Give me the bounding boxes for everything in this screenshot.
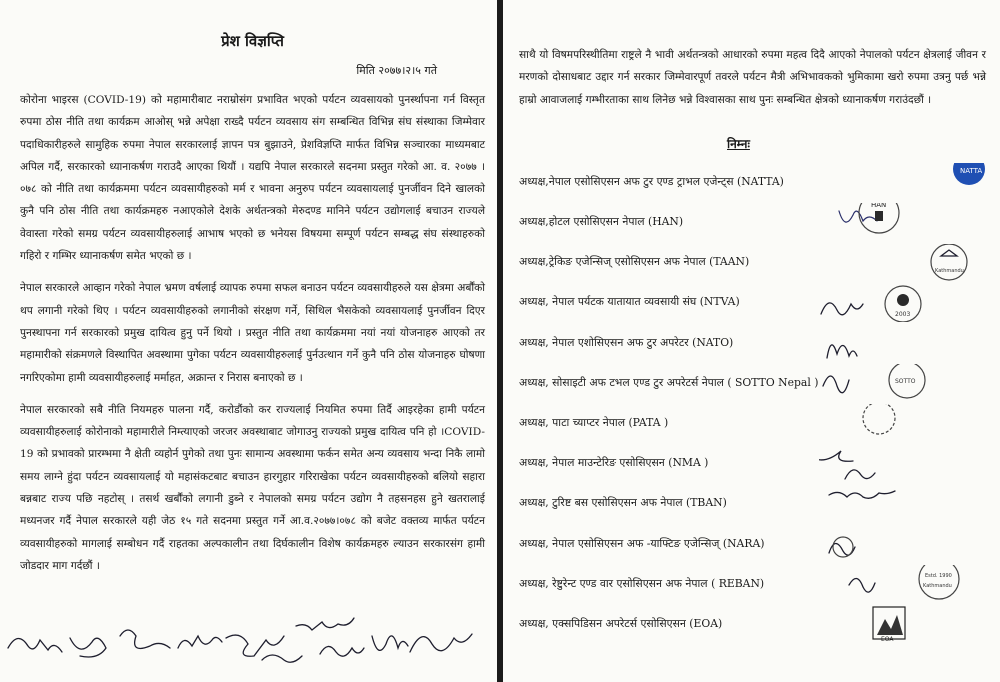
reban-seal-icon xyxy=(919,565,959,599)
signatory-title: अध्यक्ष,नेपाल एसोसिएसन अफ टुर एण्ड ट्राभल एजेन्ट्स (NATTA) xyxy=(519,174,784,188)
signatory-row xyxy=(519,242,986,282)
closing-paragraph: साथै यो विषमपरिस्थीतिमा राष्ट्रले नै भावी अर्थतन्त्रको आधारको रुपमा महत्व दिदै आएको नेपालको पर्यटन क्षेत्रलाई जीवन र मरणको दोसाधबाट उद्दार गर्न सरकार जिम्मेवारपूर्ण तवरले पर्यटन मैत्री अभिभावकको भुमिकामा खरो रुपमा उत्रनु पर्छ भन्ने हाम्रो आवाजलाई गम्भीरताका साथ लिनेछ भन्ने विश्वासका साथ पुनः सम्बन्धित क्षेत्रको ध्यानाकर्षण गराउंदछौं । xyxy=(519,49,986,106)
signatory-title: अध्यक्ष,होटल एसोसिएसन नेपाल (HAN) xyxy=(519,215,684,228)
reban-seal-text: Estd. 1990 xyxy=(925,573,952,580)
handwritten-signature xyxy=(823,376,849,393)
body-paragraph-1: कोरोना भाइरस (COVID-19) को महामारीबाट नराम्रोसंग प्रभावित भएको पर्यटन व्यवसायको पुनर्स्थापना गर्न विस्तृत रुपमा ठोस नीति तथा कार्यक्रम आओस् भन्ने अपेक्षा राख्दै पर्यटन व्यवसाय संग सम्बन्धित विभिन्न संघ संस्थाका जिम्मेवार पदाधिकारीहरुले सामुहिक रुपमा नेपाल सरकारलाई ज्ञापन पत्र बुझाउने, प्रेशविज्ञप्ति मार्फत विभिन्न सञ्चारका माध्यमबाट अपिल गर्दै, सरकारको ध्यानाकर्षण गराउदै आएका थियौं । यद्यपि नेपाल सरकारले सदनमा प्रस्तुत गरेको आ. व. २०७७ ।०७८ को नीति तथा कार्यक्रममा पर्यटन व्यवसायीहरुको मर्म र भावना अनुरुप पर्यटन व्यवसायलाई पुनर्जीवन दिने खालको कुनै पनि ठोस नीति तथा कार्यक्रमहरु नआएकोले देशके अर्थतन्त्रको मेरुदण्ड मानिने पर्यटन उद्योगलाई बचाउन राज्यले वेवास्ता गरेको समग्र पर्यटन व्यवसायीहरुलाई आभाष भएको छ भनेयस विषयमा सम्पूर्ण पर्यटन सम्बद्ध संघ संस्थाहरुको गहिरो र गम्भिर ध्यानाकर्षण समेत भएको छ । xyxy=(20,94,485,263)
ntva-seal xyxy=(819,284,989,322)
handwritten-signature xyxy=(178,636,222,648)
signature-strip xyxy=(0,608,497,678)
signatory-title: अध्यक्ष, पाटा च्याप्टर नेपाल (PATA ) xyxy=(519,415,669,429)
signatory-row xyxy=(519,603,986,643)
natta-logo-text: NATTA xyxy=(960,167,983,176)
nato-signature xyxy=(819,324,989,362)
handwritten-signature xyxy=(819,450,853,461)
handwritten-signature xyxy=(849,579,875,593)
signatory-row xyxy=(519,483,986,523)
handwritten-signature xyxy=(372,636,408,651)
signatory-title: अध्यक्ष,ट्रेकिङ एजेन्सिज् एसोसिएसन अफ नेपाल (TAAN) xyxy=(519,255,750,269)
reban-seal-city: Kathmandu xyxy=(923,583,952,590)
sotto-seal xyxy=(819,364,989,402)
taan-seal xyxy=(819,244,989,282)
handwritten-signature xyxy=(262,655,302,662)
handwritten-signature xyxy=(410,634,472,652)
signatory-title: अध्यक्ष, नेपाल पर्यटक यातायात व्यवसायी संघ (NTVA) xyxy=(519,295,740,309)
handwritten-signature xyxy=(839,211,877,222)
handwritten-signature xyxy=(821,303,863,315)
signatory-title: अध्यक्ष, नेपाल एशोसिएसन अफ टुर अपरेटर (NATO) xyxy=(519,335,734,349)
tban-signature xyxy=(819,485,989,523)
body-paragraph-3: नेपाल सरकारको सबै नीति नियमहरु पालना गर्दै, करोडौंको कर राज्यलाई नियमित रुपमा तिर्दै आइरहेका हामी पर्यटन व्यवसायीहरुलाई कोरोनाको महामारीले निम्त्याएको जरजर अवस्थाबाट जोगाउनु राज्यको प्रमुख दायित्व पनि हो ।COVID-19 को प्रभावको प्रारम्भमा नै क्षेती व्यहोर्न पुगेको तथा पुनः सामान्य अवस्थामा फर्कन समेत अन्य व्यवसाय भन्दा निकै लामो समय लाग्ने हुंदा पर्यटन व्यवसायलाई यो महासंकटबाट बचाउन हारगुहार गरिराखेका पर्यटन व्यवसायीहरुको बलियो सहारा बन्नबाट राज्य पछि नहटोस् । तसर्थ खर्बौंको लगानी डुब्ने र नेपालको समग्र पर्यटन उद्योग नै तहसनहस हुने खतरालाई मध्यनजर गर्दै नेपाल सरकारले यही जेठ १५ गते सदनमा प्रस्तुत गर्ने आ.व.२०७७।०७८ को बजेट वक्तव्य मार्फत पर्यटन व्यवसायीहरुको मागलाई सम्बोधन गर्दै राहतका अल्पकालीन तथा दिर्घकालीन विशेष कार्यक्रमहरु ल्याउन सरकारसंग हामी जोडदार माग गर्दछौं । xyxy=(20,403,485,572)
signatory-row xyxy=(519,402,986,442)
nara-seal-icon xyxy=(833,537,853,557)
han-seal xyxy=(819,203,989,241)
body-paragraph-2: नेपाल सरकारले आव्हान गरेको नेपाल भ्रमण वर्षलाई व्यापक रुपमा सफल बनाउन पर्यटन व्यवसायीहरुले यस क्षेत्रमा अर्बौंको थप लगानी गरेको थिए । पर्यटन व्यवसायीहरुको लगानीको संरक्षण गर्ने, सिथिल भैसकेको व्यवसायलाई पुनर्जीवन दिएर पुनस्थापना गर्न सरकारको प्रमुख दायित्व हुनु पर्ने थियो । प्रस्तुत नीति तथा कार्यक्रममा नयां नयां योजनाहरु आएको तर महामारीको संक्रमणले विस्थापित अवस्थामा पुगेका पर्यटन व्यवसायीहरुलाई पुर्नउत्थान गर्ने कुनै पनि ठोस योजनाहरु घोषणा नगरिएकोमा हामी व्यवसायीहरुलाई मर्माहत, अक्रान्त र निरास बनाएको छ । xyxy=(20,282,486,384)
handwritten-signature xyxy=(296,618,354,630)
pata-seal xyxy=(819,404,989,442)
handwritten-signature xyxy=(8,638,62,652)
taan-seal-text: Kathmandu xyxy=(935,267,964,274)
handwritten-signature xyxy=(120,630,170,648)
reban-seal xyxy=(819,565,989,603)
eoa-seal xyxy=(819,605,989,643)
signatory-title: अध्यक्ष, टुरिष्ट बस एसोसिएसन अफ नेपाल (TBAN) xyxy=(519,496,727,510)
sotto-seal-text: SOTTO xyxy=(895,378,916,386)
signatory-list xyxy=(519,161,986,643)
signatories-heading: निम्नः xyxy=(727,137,750,152)
signatory-title: अध्यक्ष, रेष्टुरेन्ट एण्ड वार एसोसिएसन अफ नेपाल ( REBAN) xyxy=(519,576,765,590)
document-date: मिति २०७७।२।५ गते xyxy=(356,64,437,77)
handwritten-signature xyxy=(320,646,364,656)
signatory-row xyxy=(519,362,986,402)
signatory-title: अध्यक्ष, नेपाल माउन्टेरिङ एसोसिएसन (NMA ) xyxy=(519,456,709,470)
signatory-row xyxy=(519,161,986,201)
document-title: प्रेश विज्ञप्ति xyxy=(221,32,284,50)
signatory-row xyxy=(519,523,986,563)
nma-signature xyxy=(819,445,989,483)
signatory-row xyxy=(519,563,986,603)
handwritten-signature xyxy=(829,491,895,498)
press-release-page-1 xyxy=(0,0,497,682)
press-release-page-2 xyxy=(503,0,1000,682)
ntva-seal-text: 2003 xyxy=(895,310,911,318)
signatory-title: अध्यक्ष, सोसाइटी अफ टभल एण्ड टुर अपरेटर्स नेपाल ( SOTTO Nepal ) xyxy=(519,375,819,389)
handwritten-signature xyxy=(845,469,875,478)
handwritten-signature xyxy=(827,345,857,358)
handwritten-signature xyxy=(226,635,284,656)
signatory-row xyxy=(519,282,986,322)
pata-seal-icon xyxy=(863,404,895,434)
eoa-logo-text: EOA xyxy=(881,636,894,644)
signatory-row xyxy=(519,443,986,483)
handwritten-signature xyxy=(70,638,106,657)
natta-seal xyxy=(819,163,989,201)
signatory-row xyxy=(519,201,986,241)
signatory-title: अध्यक्ष, नेपाल एसोसिएसन अफ -याफ्टिङ एजेन्सिज् (NARA) xyxy=(519,536,765,550)
nara-seal xyxy=(819,525,989,563)
signatory-title: अध्यक्ष, एक्सपिडिसन अपरेटर्स एसोसिएसन (EOA) xyxy=(519,616,723,630)
han-seal-text: HAN xyxy=(871,203,887,210)
signatory-row xyxy=(519,322,986,362)
